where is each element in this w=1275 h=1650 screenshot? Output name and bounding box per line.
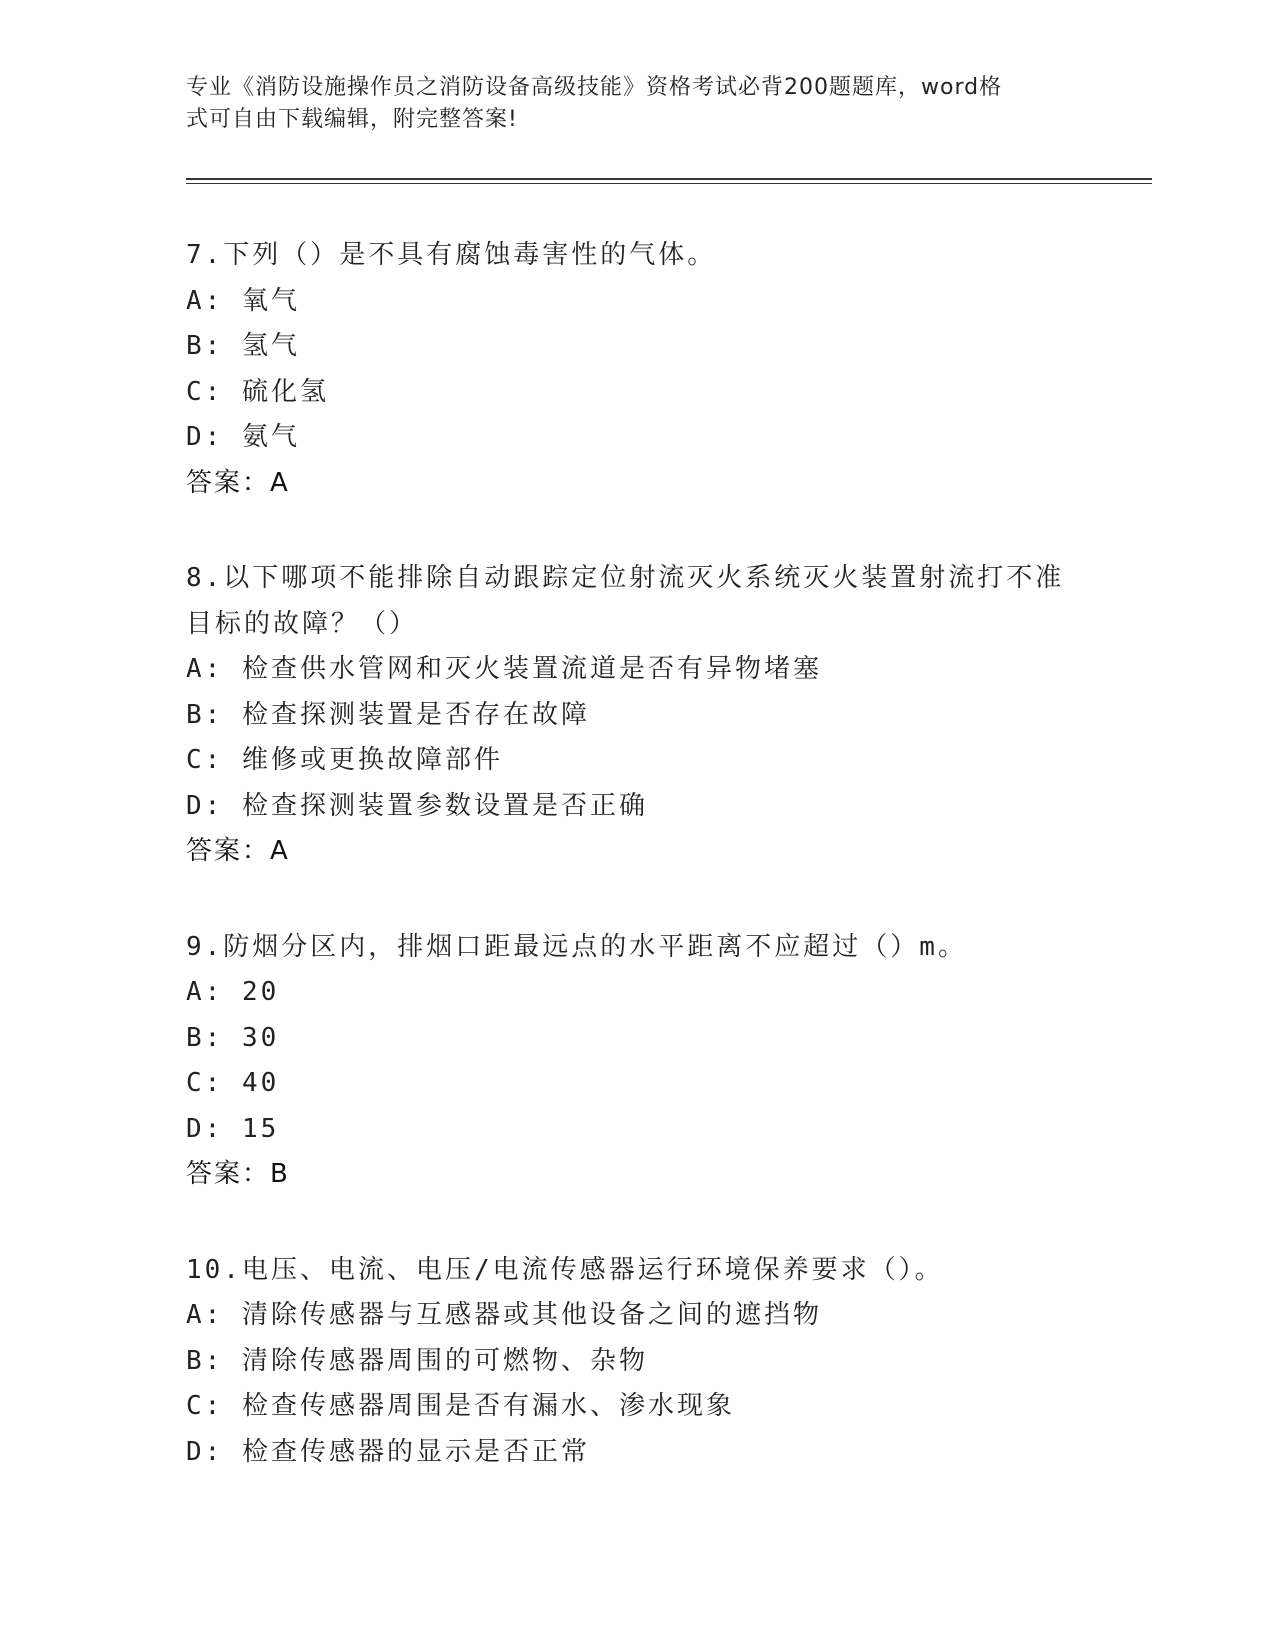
option-c: C: 检查传感器周围是否有漏水、渗水现象 (186, 1391, 735, 1421)
header-line-1: 专业《消防设施操作员之消防设备高级技能》资格考试必背200题题库，word格 (186, 75, 1003, 100)
question-stem: 8.以下哪项不能排除自动跟踪定位射流灭火系统灭火装置射流打不准 (186, 563, 1065, 593)
answer: 答案：A (186, 467, 290, 498)
header-line-2: 式可自由下载编辑，附完整答案! (186, 107, 518, 132)
option-b: B: 清除传感器周围的可燃物、杂物 (186, 1345, 648, 1376)
question-list (186, 233, 1086, 1525)
option-a: A: 氧气 (186, 285, 300, 316)
option-d: D: 氨气 (186, 422, 300, 452)
option-c: C: 硫化氢 (186, 376, 329, 407)
option-d: D: 检查传感器的显示是否正常 (186, 1436, 590, 1467)
question-stem: 10.电压、电流、电压/电流传感器运行环境保养要求（）。 (186, 1254, 944, 1285)
option-c: C: 40 (186, 1068, 280, 1098)
option-b: B: 检查探测装置是否存在故障 (186, 699, 590, 730)
option-c: C: 维修或更换故障部件 (186, 745, 503, 775)
question-stem-continued: 目标的故障？（） (186, 608, 419, 639)
option-b: B: 30 (186, 1022, 280, 1053)
option-a: A: 20 (186, 977, 280, 1007)
option-b: B: 氢气 (186, 331, 300, 361)
answer: 答案：A (186, 836, 290, 866)
question-10 (186, 1248, 1086, 1476)
option-a: A: 清除传感器与互感器或其他设备之间的遮挡物 (186, 1300, 822, 1330)
question-9 (186, 925, 1086, 1198)
answer: 答案：B (186, 1159, 290, 1189)
question-stem: 7.下列（）是不具有腐蚀毒害性的气体。 (186, 240, 717, 270)
question-stem: 9.防烟分区内，排烟口距最远点的水平距离不应超过（）m。 (186, 931, 967, 962)
option-d: D: 检查探测装置参数设置是否正确 (186, 790, 648, 821)
option-a: A: 检查供水管网和灭火装置流道是否有异物堵塞 (186, 654, 822, 684)
header-divider (186, 178, 1152, 184)
option-d: D: 15 (186, 1113, 280, 1144)
document-header (186, 72, 1066, 136)
question-8 (186, 556, 1086, 875)
question-7 (186, 233, 1086, 506)
